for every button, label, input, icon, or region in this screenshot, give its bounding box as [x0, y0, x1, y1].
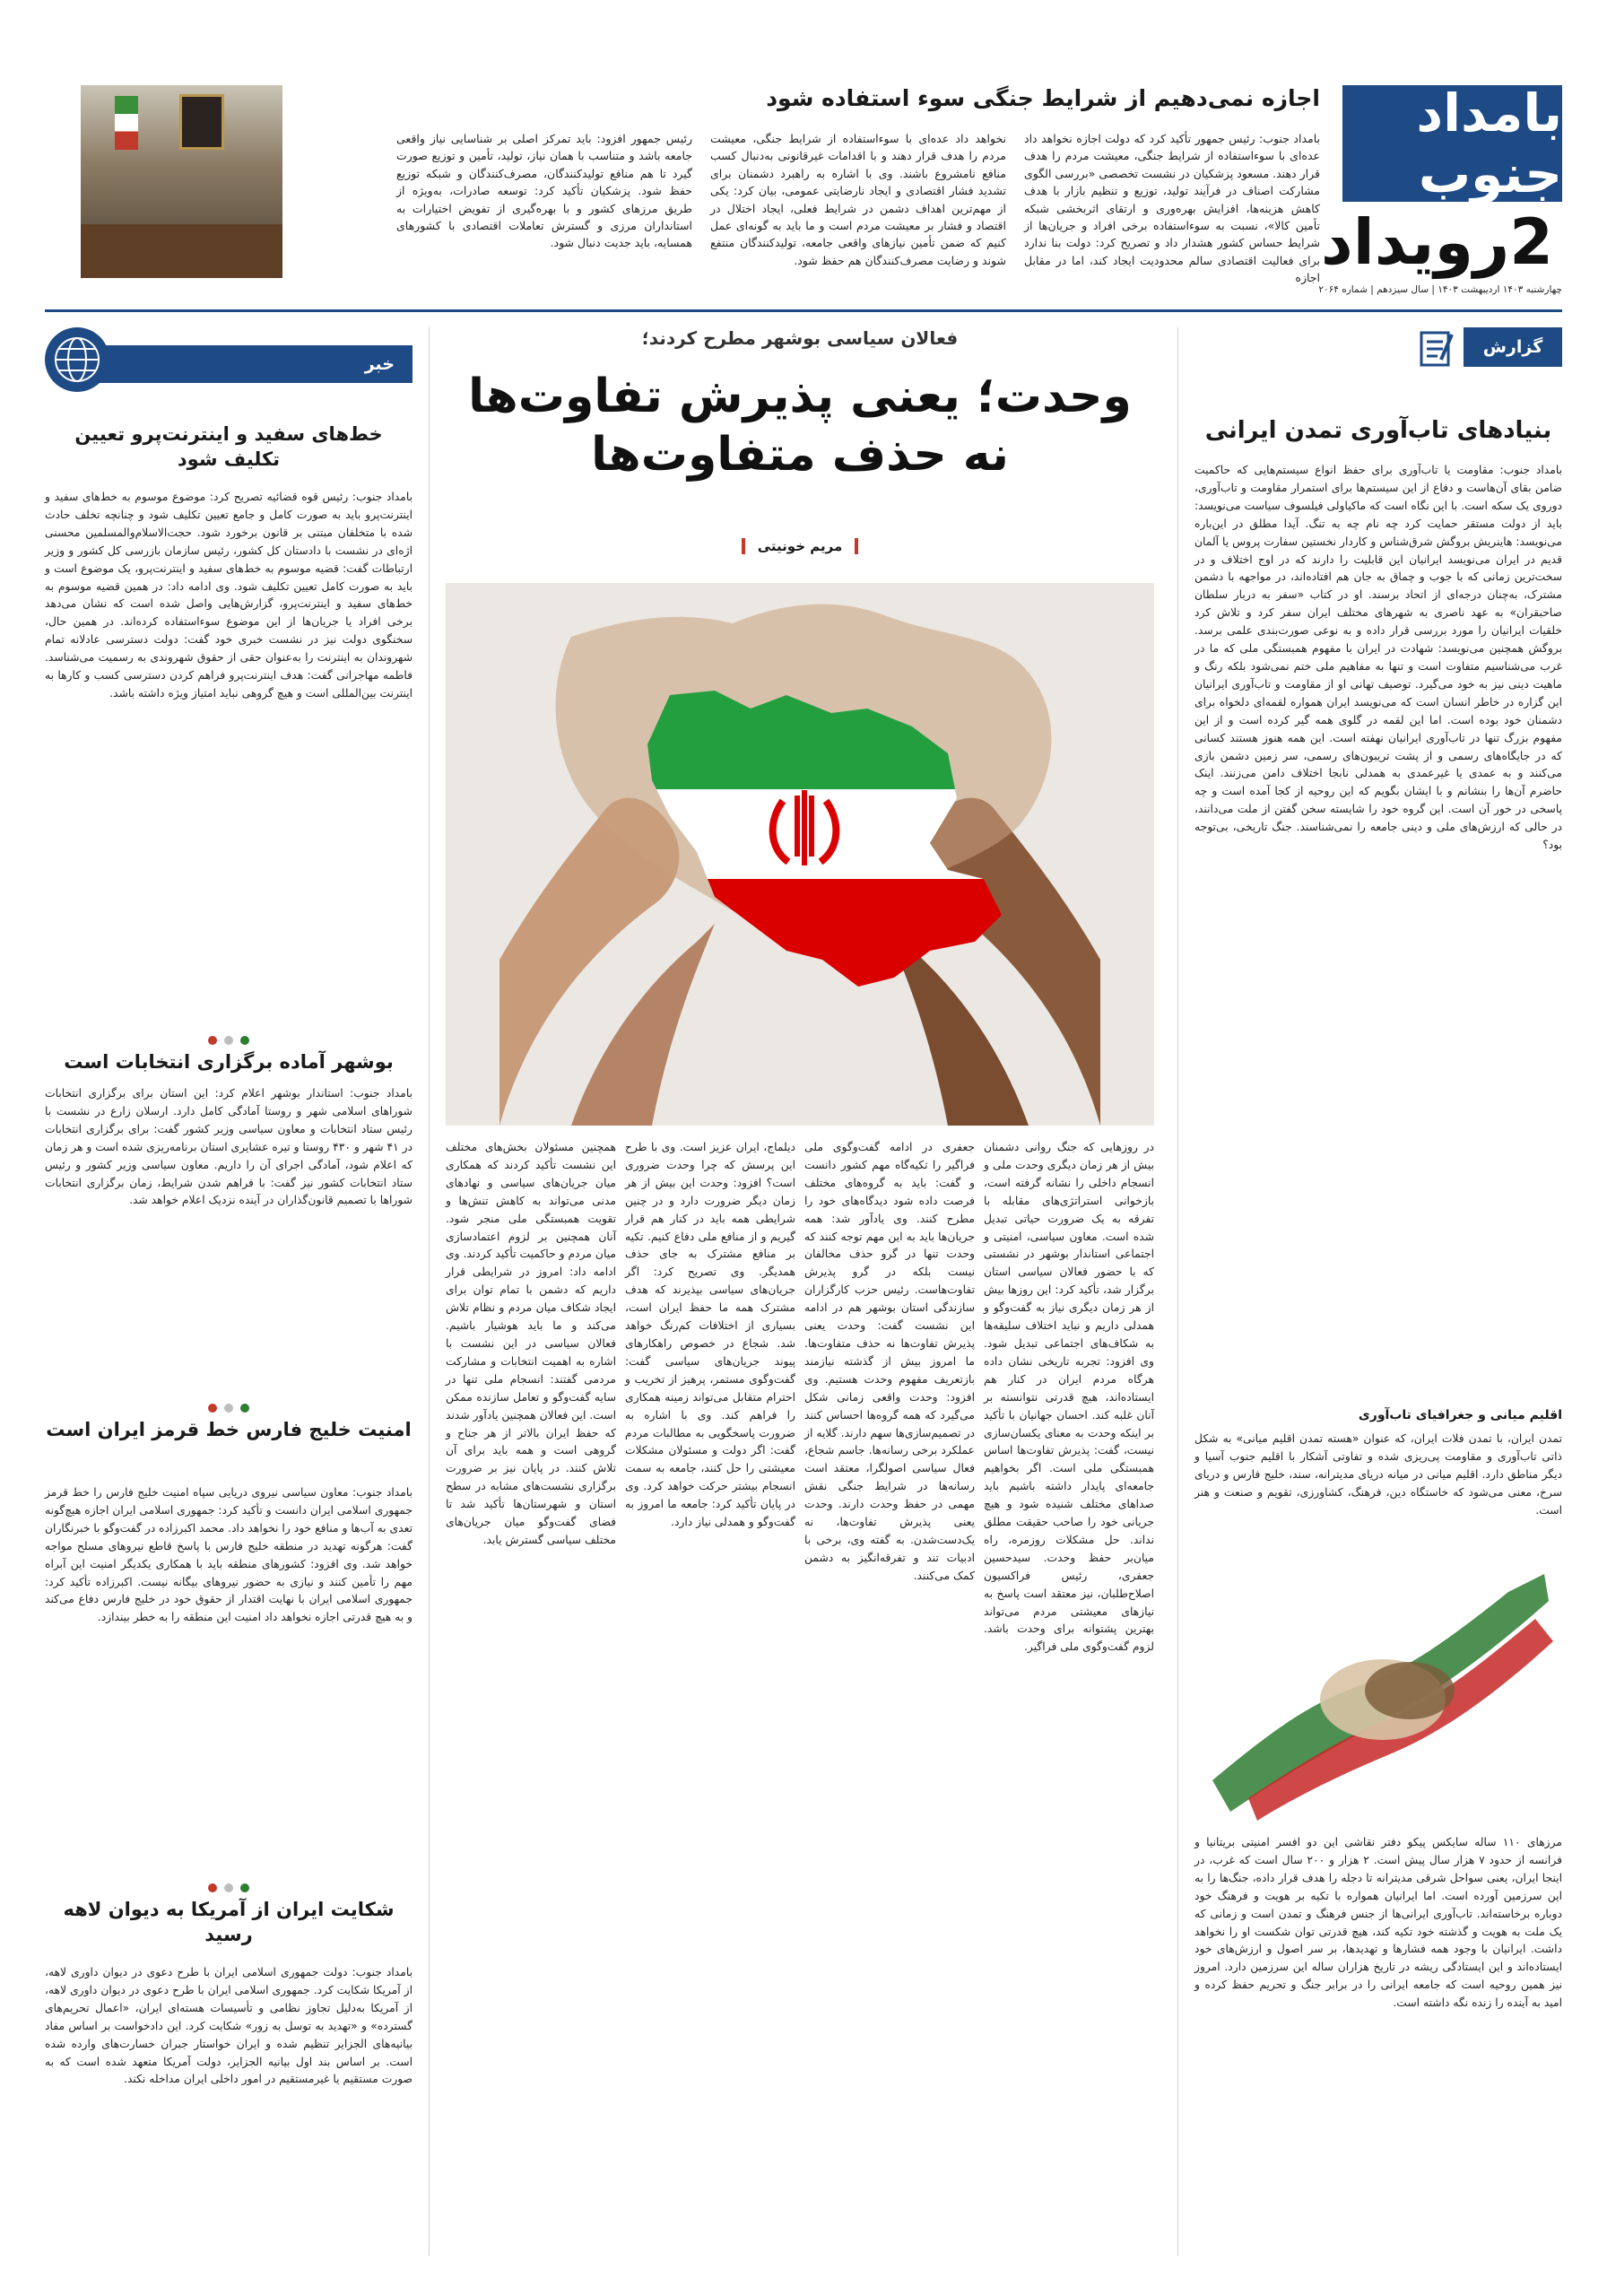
- column-divider-right: [1177, 327, 1178, 2256]
- news-title-2: بوشهر آماده برگزاری انتخابات است: [64, 1051, 394, 1073]
- section-title: رویداد: [1320, 205, 1510, 279]
- news-badge: خبر: [99, 345, 413, 383]
- news-separator-2: [45, 1399, 413, 1416]
- article-column-2: جعفری در ادامه گفت‌وگوی ملی فراگیر را تکیه‌گاه مهم کشور دانست و گفت: باید به گروه‌های مختلف فرصت داده شود دیدگاه‌های خود را مطرح کنند. وی یادآور شد: همه جریان‌ها باید به این مهم توجه کنند که وحدت تنها در گرو حذف مخالفان نیست بلکه در گرو پذیرش تفاوت‌هاست. رئیس حزب کارگزاران سازندگی استان بوشهر هم در ادامه این نشست گفت: وحدت یعنی پذیرش تفاوت‌ها نه حذف متفاوت‌ها. ما امروز بیش از گذشته نیازمند بازتعریف مفهوم وحدت هستیم. وی افزود: وحدت واقعی زمانی شکل می‌گیرد که همه گروه‌ها احساس کنند در تصمیم‌سازی‌ها سهم دارند. گلایه از عملکرد برخی رسانه‌ها. جاسم شجاع، فعال سیاسی اصولگرا، معتقد است رسانه‌ها در شرایط جنگی نقش مهمی در حفظ وحدت دارند. وحدت یعنی پذیرش تفاوت‌ها، نه یک‌دست‌شدن. به گفته وی، برخی با ادبیات تند و تفرقه‌انگیز به دشمن کمک می‌کنند.: [804, 1141, 975, 1582]
- news-body-3: بامداد جنوب: معاون سیاسی نیروی دریایی سپاه امنیت خلیج فارس را خط قرمز جمهوری اسلامی ایران دانست و تأکید کرد: جمهوری اسلامی ایران اجازه هیچ‌گونه تعدی به آب‌ها و منافع خود را نخواهد داد. محمد اکبرزاده در گفت‌وگو با خبرنگاران گفت: هرگونه تهدید در منطقه خلیج فارس با پاسخ قاطع نیروهای مسلح مواجه خواهد شد. وی افزود: کشورهای منطقه باید با همکاری یکدیگر امنیت این آبراه مهم را تأمین کنند و نیازی به حضور نیروهای بیگانه نیست. اکبرزاده تأکید کرد: جمهوری اسلامی ایران با نهایت اقتدار از حقوق خود در خلیج فارس دفاع می‌کند و به هیچ قدرتی اجازه نخواهد داد امنیت این منطقه را به خطر بیندازد.: [45, 1486, 413, 1624]
- report-body-1: بامداد جنوب: مقاومت یا تاب‌آوری برای حفظ انواع سیستم‌هایی که حاکمیت ضامن بقای آن‌هاست و دفاع از این سیستم‌ها برای استمرار مقاومت و تاب‌آوری، دوروی یک سکه است. با این نگاه است که ماکیاولی فیلسوف سیاست می‌نویسد: باید از دولت مستقر حمایت کرد چه نام چه به تنگ. آیدا مطلق در این‌باره می‌نویسد: هاینریش بروگش شرق‌شناس و کاردار نخستین سفارت پروس یا آلمان قدیم در ایران می‌نویسد ایرانیان این قابلیت را دارند که در اوج اختلاف و در سخت‌ترین زمانی که با جوب و چماق به جان هم افتاده‌اند، در مواجهه با دشمن مشترک، به‌چنان درجه‌ای از اتحاد برسند. او در کتاب «سفر به دربار سلطان صاحبقران» به عهد ناصری به شهرهای مختلف ایران سفر کرد و تلاش کرد خلقیات ایرانیان را مورد بررسی قرار داده و به نوعی صورت‌بندی علمی برسد. بروگش همچنین می‌نویسد: شهادت در ایران با مفهوم همبستگی ملی که ما در غرب می‌شناسیم متفاوت است و تنها به مفاهیم ملی ختم نمی‌شود بلکه رنگ و ماهیت دینی نیز به خود می‌گیرد. توصیف تهانی او از مقاومت و تاب‌آوری ایرانیان این گزاره در خاطر انسان است که می‌نویسد ایران همواره لقمه‌ای دلخواه برای دشمنان خود بوده است. اما این لقمه در گلوی همه گیر کرده است و از این مفهوم بزرگ تنها در تاب‌آوری ایرانیان نهفته است. این همه هنوز هستند کسانی که در جایگاه‌های رسمی و از پشت تریبون‌های رسمی، سر زمین دشمن بازی می‌کنند و به عمدی یا غیرعمدی به همدلی نابجا اختلاف دامن می‌زنند. اینک حاضرم آن‌ها را بنشانم و با ایشان بگویم که این روحیه از کجا آمده است و چه پاسخی در خور آن است. این گروه خود را شایسته سخن گفتن از ملت می‌دانند، در حالی که ارزش‌های ملی و دینی جامعه را نمی‌شناسند. جنگ تاریخی، بی‌توجه بود؟: [1194, 464, 1562, 852]
- article-headline: [446, 368, 1154, 484]
- news-body-4: بامداد جنوب: دولت جمهوری اسلامی ایران با طرح دعوی در دیوان داوری لاهه، از آمریکا شکایت کرد. جمهوری اسلامی ایران با طرح دعوی در دیوان داوری لاهه، از آمریکا به‌دلیل تجاوز نظامی و تأسیسات هسته‌ای ایران، «اعمال تحریم‌های گسترده» و «تهدید به توسل به زور» شکایت کرد. این دادخواست بر اساس مفاد بیانیه‌های الجزایر تنظیم شده و ایران خواستار جبران خسارت‌های وارده شده است. بر اساس بند اول بیانیه الجزایر، دولت آمریکا متعهد شده است که به صورت مستقیم یا غیرمستقیم در امور داخلی ایران مداخله نکند.: [45, 1966, 413, 2086]
- iran-map-hands-photo: [446, 583, 1154, 1126]
- report-title: بنیادهای تاب‌آوری تمدن ایرانی: [1204, 417, 1552, 444]
- top-story-column-2: نخواهد داد عده‌ای با سوءاستفاده از شرایط جنگی، معیشت مردم را هدف قرار دهند و با اقدامات غیرقانونی به‌دنبال کسب منافع نامشروع باشند. وی با اشاره به راهبرد دشمنان برای تشدید فشار اقتصادی و ایجاد نارضایتی عمومی، بیان کرد: یکی از مهم‌ترین اهداف دشمن در شرایط فعلی، ایجاد اختلال در اقتصاد و فشار بر معیشت مردم است و ما باید به گونه‌ای عمل کنیم که ضمن تأمین نیازهای واقعی جامعه، تولیدکنندگان منتفع شوند و رضایت مصرف‌کنندگان هم حفظ شود.: [710, 132, 1006, 267]
- article-column-4: همچنین مسئولان بخش‌های مختلف این نشست تأکید کردند که همکاری میان جریان‌های سیاسی و نهادهای مدنی می‌تواند به کاهش تنش‌ها و تقویت همبستگی ملی منجر شود. آنان همچنین بر لزوم اعتمادسازی میان مردم و حاکمیت تأکید کردند. وی ادامه داد: امروز در شرایطی قرار داریم که دشمن با تمام توان برای ایجاد شکاف میان مردم و نظام تلاش می‌کند و ما باید هوشیار باشیم. فعالان سیاسی در این نشست با اشاره به اهمیت انتخابات و مشارکت مردمی گفتند: انسجام ملی تنها در سایه گفت‌وگو و تعامل سازنده ممکن است. این فعالان همچنین یادآور شدند که حفظ ایران بالاتر از هر جناح و گروهی است و همه باید برای آن تلاش کنند. در پایان نیز بر ضرورت برگزاری نشست‌های مشابه در سطح استان و شهرستان‌ها تأکید شد تا فضای گفت‌وگو میان جریان‌های مختلف سیاسی گسترش یابد.: [446, 1141, 616, 1546]
- report-subheading: اقلیم میانی و جغرافیای تاب‌آوری: [1358, 1408, 1562, 1422]
- report-column: [1194, 327, 1562, 2256]
- headline-line-2: نه حذف متفاوت‌ها: [591, 428, 1009, 482]
- wall-portrait: [179, 94, 224, 150]
- report-body-3: مرزهای ۱۱۰ ساله سایکس پیکو دفتر نقاشی این دو افسر امنیتی بریتانیا و فرانسه از حدود ۷ هزار سال پیش است. ۲ هزار و ۲۰۰ سال است که غرب، در اینجا ایران، یعنی سواحل شرقی مدیترانه تا دجله را هدف قرار داده، جنگ‌ها را به این سرزمین آورده است. اما ایرانیان همواره با تکیه بر هویت و فرهنگ خود دوباره برخاسته‌اند. تاب‌آوری ایرانی‌ها از جنس فرهنگ و تمدن است و زمانی که یک ملت به هویت و گذشته خود تکیه کند، هیچ قدرتی توان شکست او را نخواهد داشت. ایرانیان با وجود همه فشارها و تهدیدها، بر سر اصول و ارزش‌های خود ایستاده‌اند و این ایستادگی ریشه در تاریخ هزاران ساله این سرزمین دارد. امروز نیز همین روحیه است که جامعه ایرانی را در برابر جنگ و تحریم حفظ کرده و امید به آینده را زنده نگه داشته است.: [1194, 1836, 1562, 2010]
- notepad-pen-icon: [1416, 327, 1459, 370]
- headline-line-1: وحدت؛ یعنی پذیرش تفاوت‌ها: [468, 370, 1132, 423]
- meeting-table: [81, 224, 282, 278]
- column-divider-left: [429, 327, 430, 2256]
- top-story-title: اجازه نمی‌دهیم از شرایط جنگی سوء استفاده شود: [766, 85, 1320, 111]
- globe-icon: [45, 327, 109, 392]
- iran-flag-photo-detail: [115, 96, 138, 150]
- article-author: [446, 538, 1154, 554]
- news-title-1: خط‌های سفید و اینترنت‌پرو تعیین تکلیف شود: [74, 423, 383, 471]
- issue-info: چهارشنبه ۱۴۰۳ اردیبهشت ۱۴۰۳ | سال سیزدهم | شماره ۲۰۶۴: [1318, 284, 1562, 295]
- hands-flag-illustration: [1194, 1556, 1562, 1821]
- masthead: [1318, 83, 1562, 295]
- article-column-3: دیلماج، ایران عزیز است. وی با طرح این پرسش که چرا وحدت ضروری است؟ افزود: وحدت این بیش از هر زمان دیگر ضرورت دارد و در چنین شرایطی همه باید در کنار هم قرار گیریم و از منافع ملی دفاع کنیم. تکیه بر منافع مشترک به جای حذف همدیگر. وی تصریح کرد: اگر جریان‌های سیاسی بپذیرند که هدف مشترک همه ما حفظ ایران است، بسیاری از اختلافات کم‌رنگ خواهد شد. شجاع در خصوص راهکارهای پیوند جریان‌های سیاسی گفت: گفت‌وگوی مستمر، پرهیز از تخریب و احترام متقابل می‌تواند زمینه همکاری را فراهم کند. وی با اشاره به ضرورت پاسخگویی به مطالبات مردم گفت: اگر دولت و مسئولان مشکلات معیشتی را حل کنند، جامعه به سمت انسجام بیشتر حرکت خواهد کرد. وی در پایان تأکید کرد: جامعه ما امروز به گفت‌وگو و همدلی نیاز دارد.: [625, 1141, 795, 1529]
- news-separator-1: [45, 1031, 413, 1048]
- header-divider: [45, 309, 1562, 312]
- page-number: 2: [1509, 205, 1553, 279]
- report-badge: گزارش: [1464, 327, 1562, 367]
- article-column-1: در روزهایی که جنگ روانی دشمنان بیش از هر زمان دیگری وحدت ملی و انسجام داخلی را نشانه گرفته است، بازخوانی استراتژی‌های مقابله با تفرقه به یک ضرورت حیاتی تبدیل شده است. معاون سیاسی، امنیتی و اجتماعی استاندار بوشهر در نشستی که با حضور فعالان سیاسی استان برگزار شد، تأکید کرد: این روزها بیش از هر زمان دیگری نیاز به گفت‌وگو و همدلی داریم و نباید اختلاف سلیقه‌ها به شکاف‌های اجتماعی تبدیل شود. وی افزود: تجربه تاریخی نشان داده هرگاه مردم ایران در کنار هم ایستاده‌اند، هیچ قدرتی نتوانسته بر آنان غلبه کند. احسان جهانیان با تأکید بر اینکه وحدت به معنای یکسان‌سازی نیست، گفت: پذیرش تفاوت‌ها اساس همبستگی ملی است. اگر بخواهیم جامعه‌ای پایدار داشته باشیم باید صداهای مختلف شنیده شود و هیچ جریانی خود را صاحب حقیقت مطلق نداند. حل مشکلات روزمره، راه میان‌بر حفظ وحدت. سیدحسین جعفری، رئیس فراکسیون اصلاح‌طلبان، نیز معتقد است پاسخ به نیازهای معیشتی مردم می‌تواند بهترین پشتوانه برای وحدت باشد. لزوم گفت‌وگوی ملی فراگیر.: [984, 1141, 1154, 1654]
- news-title-3: امنیت خلیج فارس خط قرمز ایران است: [46, 1419, 412, 1440]
- news-separator-3: [45, 1879, 413, 1896]
- main-article: [446, 327, 1154, 2256]
- top-story-column-3: رئیس جمهور افزود: باید تمرکز اصلی بر شناسایی نیاز واقعی جامعه باشد و متناسب با همان نیاز، تولید، تأمین و توزیع صورت گیرد تا هم منافع تولیدکنندگان، مصرف‌کنندگان و شبکه توزیع حفظ شود. پزشکیان تأکید کرد: توسعه صادرات، به‌ویژه از طریق مرزهای کشور و با بهره‌گیری از تفویض اختیارات به استانداران مرزی و گسترش تعاملات اقتصادی با کشورهای همسایه، باید جدیت دنبال شود.: [396, 132, 692, 250]
- news-title-4: شکایت ایران از آمریکا به دیوان لاهه رسید: [63, 1899, 395, 1946]
- news-body-1: بامداد جنوب: رئیس قوه قضائیه تصریح کرد: موضوع موسوم به خط‌های سفید و اینترنت‌پرو باید به صورت کامل و جامع تعیین تکلیف شود و چنانچه تخلف حادث شده با متخلفان مبتنی بر قانون برخورد شود. حجت‌الاسلام‌والمسلمین محسنی اژه‌ای در نشست با دادستان کل کشور، رئیس سازمان بازرسی کل کشور و وزیر ارتباطات گفت: قضیه موسوم به خط‌های سفید و اینترنت‌پرو، یک موضوع است و باید به صورت کامل تعیین تکلیف شود. وی ادامه داد: در همین قضیه موسوم به خط‌های سفید و اینترنت‌پرو، گزارش‌هایی واصل شده است که نشان می‌دهد برخی افراد یا جریان‌ها از این موضوع سوءاستفاده کرده‌اند. در همین حال، سخنگوی دولت نیز در نشست خبری خود گفت: دولت دسترسی عادلانه تمام شهروندان به اینترنت را به‌عنوان حقی از حقوق شهروندی به رسمیت می‌شناسد. فاطمه مهاجرانی گفت: هدف اینترنت‌پرو فراهم کردن دسترسی کسب و کارها به اینترنت بین‌المللی است و هیچ گروهی نباید امتیاز ویژه داشته باشد.: [45, 491, 413, 700]
- newspaper-logo: بامداد جنوب: [1342, 85, 1562, 202]
- section-header: [1320, 202, 1562, 283]
- meeting-photo: [81, 85, 282, 278]
- report-body-2: تمدن ایران، با تمدن فلات ایران، که عنوان «هسته تمدن اقلیم میانی» به شکل ذاتی تاب‌آوری و مقاومت پی‌ریزی شده و تفاوتی آشکار با اقلیم جنوب آسیا و دیگر مناطق دارد. اقلیم میانی در میانه دریای مدیترانه، سند، خلیج فارس و دریای سرخ، معنی می‌شود که خاستگاه دین، فرهنگ، کشاورزی، تقویم و صنعت و هنر است.: [1194, 1432, 1562, 1517]
- top-story: [81, 85, 1320, 296]
- article-kicker: فعالان سیاسی بوشهر مطرح کردند؛: [641, 327, 959, 349]
- author-name: مریم خونیتی: [742, 538, 859, 554]
- news-body-2: بامداد جنوب: استاندار بوشهر اعلام کرد: این استان برای برگزاری انتخابات شوراهای اسلامی شهر و روستا آمادگی کامل دارد. ارسلان زارع در نشست با رئیس ستاد انتخابات و معاون سیاسی وزیر کشور گفت: برای برگزاری انتخابات در ۴۱ شهر و ۴۳۰ روستا و تیره عشایری استان برنامه‌ریزی شده است و هر زمان که اعلام شود، آمادگی اجرای آن را داریم. معاون سیاسی وزیر کشور و رئیس ستاد انتخابات کشور نیز گفت: با فراهم شدن شرایط، زمان برگزاری انتخابات شوراها با تصمیم قانون‌گذاران در آینده نزدیک اعلام خواهد شد.: [45, 1087, 413, 1207]
- news-column: [45, 327, 413, 2256]
- top-story-column-1: بامداد جنوب: رئیس جمهور تأکید کرد که دولت اجازه نخواهد داد عده‌ای با سوءاستفاده از شرایط جنگی، معیشت مردم را هدف قرار دهند. مسعود پزشکیان در نشست تخصصی «بررسی الگوی مشارکت اصناف در فرآیند تولید، توزیع و تنظیم بازار با هدف کاهش هزینه‌ها، افزایش بهره‌وری و ارتقای اثربخشی شبکه تأمین کالا»، نسبت به سوءاستفاده برخی افراد و جریان‌ها از شرایط حساس کشور هشدار داد و تصریح کرد: دولت بنا ندارد برای فعالیت اقتصادی سالم محدودیت ایجاد کند، اما در مقابل اجازه: [1024, 132, 1320, 284]
